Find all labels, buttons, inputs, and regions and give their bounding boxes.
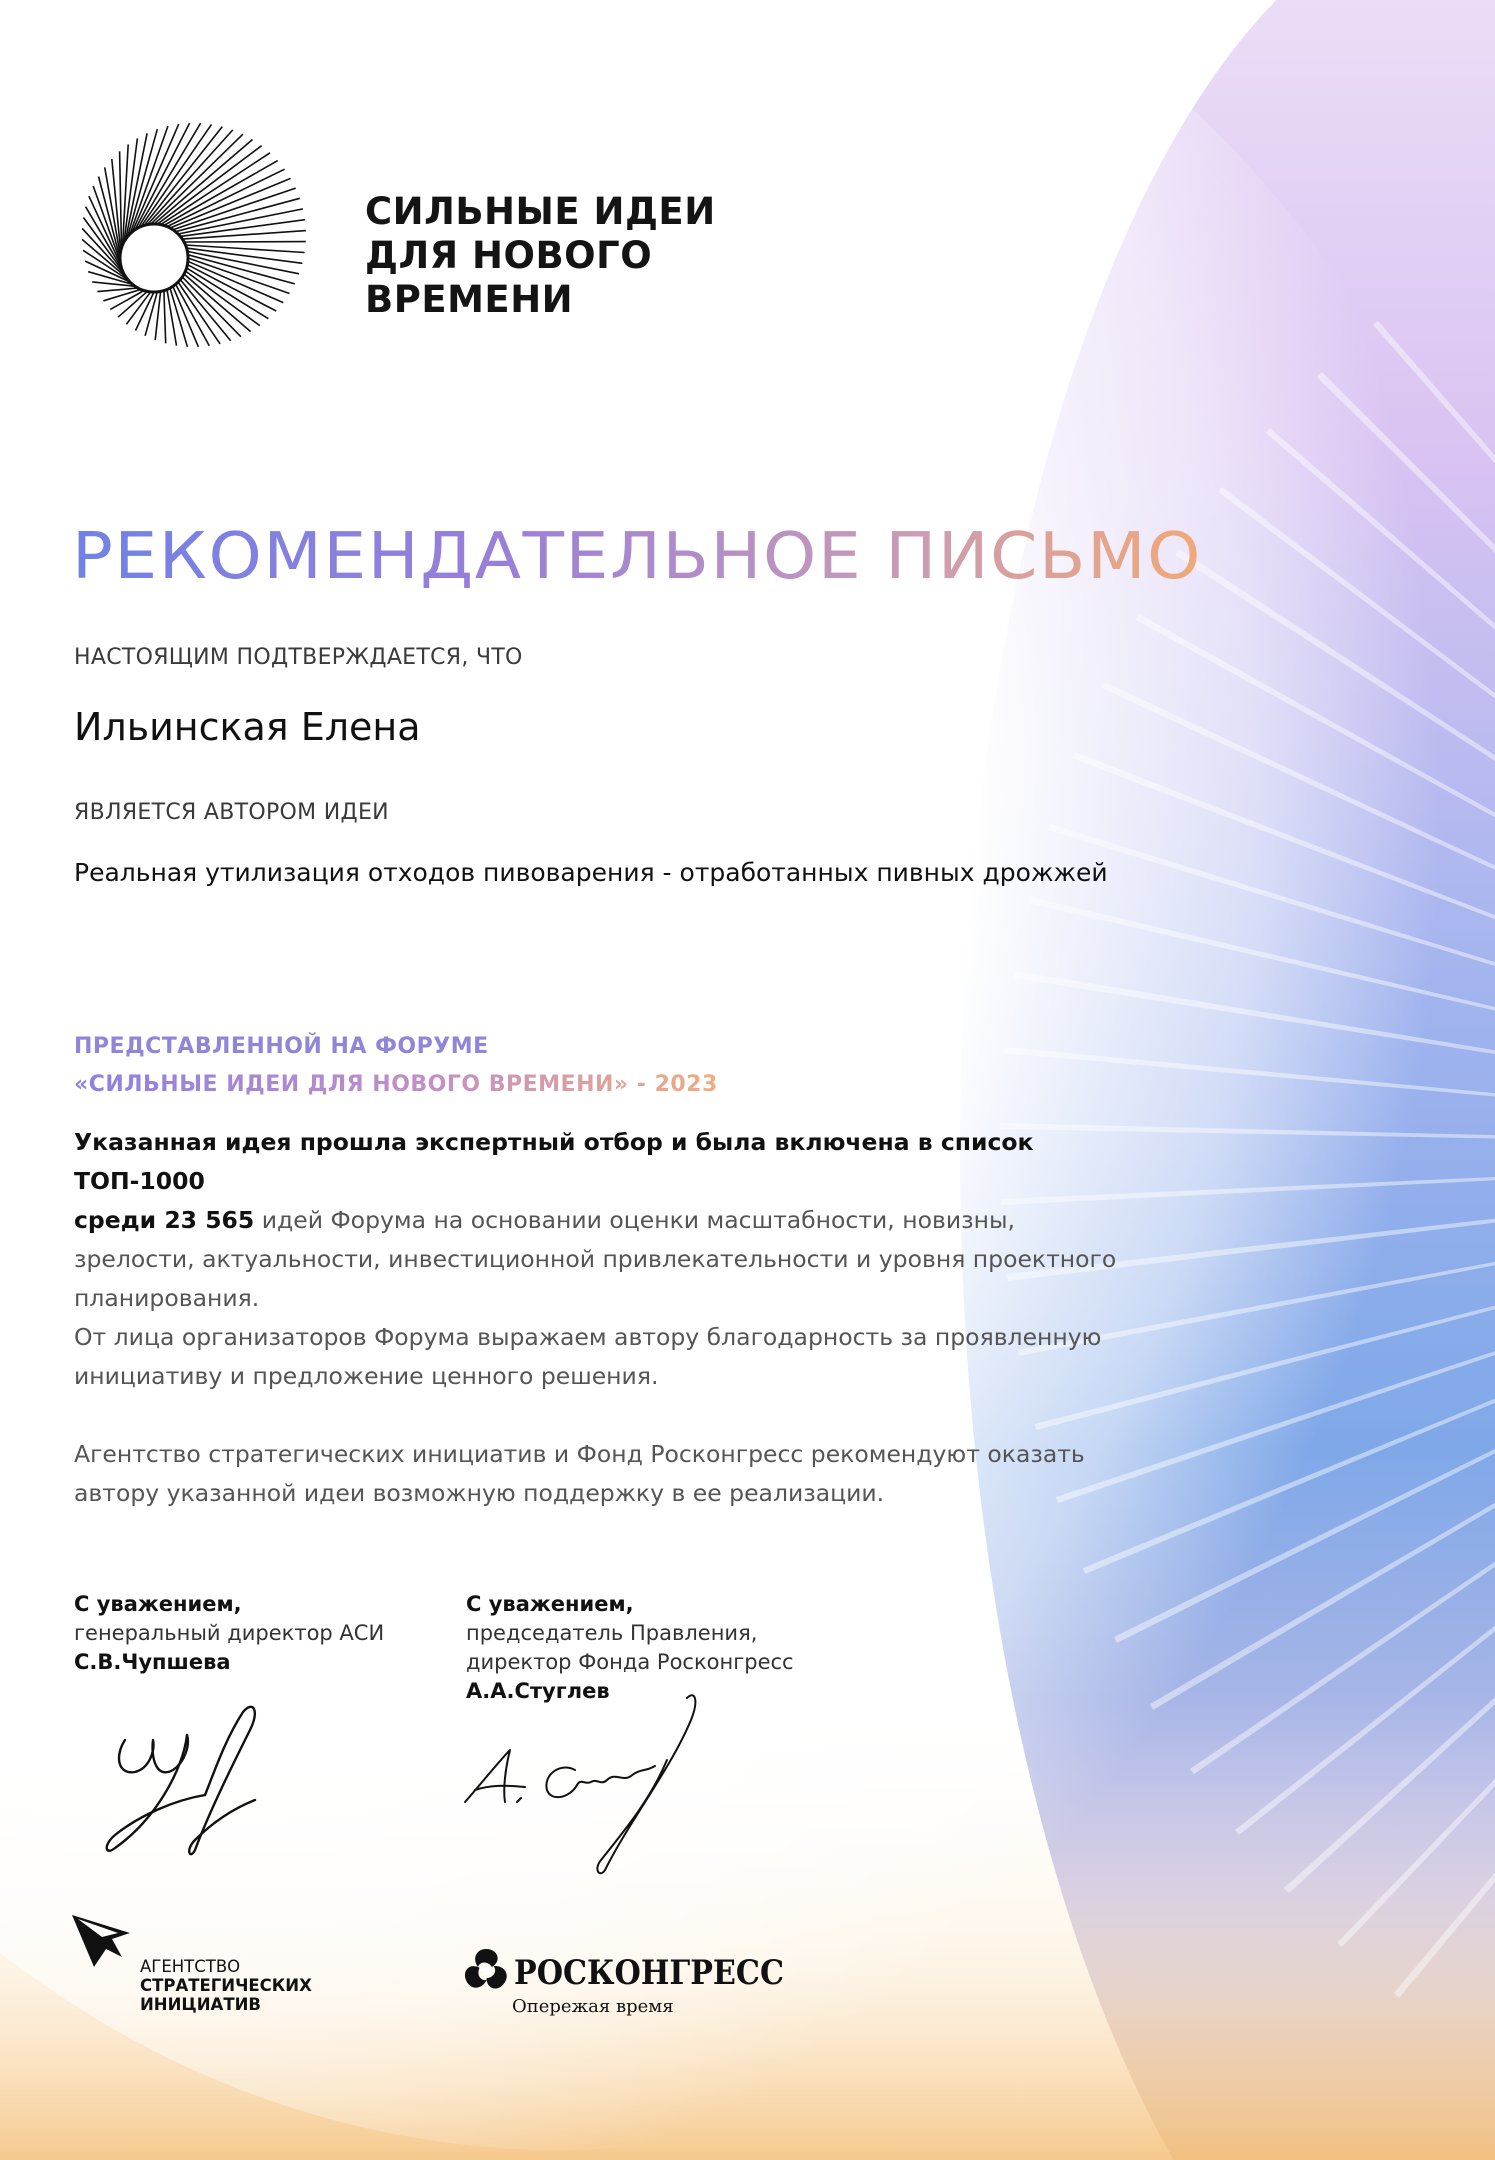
roscongress-logo-icon: [462, 1940, 802, 2020]
selection-bold-text: Указанная идея прошла экспертный отбор и была включена в список ТОП-1000: [74, 1128, 1034, 1195]
selection-text: идей Форума на основании оценки масштабности, новизны, зрелости, актуальности, инвестиционной привлекательности и уровня проектного планирования.: [74, 1206, 1117, 1312]
asi-logo-icon: [72, 1915, 312, 2015]
document-title: [72, 510, 1312, 600]
logo-line: ВРЕМЕНИ: [365, 278, 574, 321]
signatory-roscongress: [466, 1590, 794, 1706]
signatory-greeting: С уважением,: [74, 1592, 242, 1616]
strong-ideas-logo-icon: [72, 115, 312, 355]
gratitude-paragraph: От лица организаторов Форума выражаем автору благодарность за проявленную инициативу и предложение ценного решения.: [74, 1323, 1102, 1390]
asi-logo-line: ИНИЦИАТИВ: [140, 1995, 261, 2014]
signatory-position: генеральный директор АСИ: [74, 1621, 385, 1645]
selection-paragraph: [74, 1123, 1124, 1318]
roscongress-tagline: Опережая время: [512, 1996, 674, 2017]
author-label: ЯВЛЯЕТСЯ АВТОРОМ ИДЕИ: [74, 800, 389, 825]
confirm-label: НАСТОЯЩИМ ПОДТВЕРЖДАЕТСЯ, ЧТО: [74, 645, 523, 670]
signature-stuglev-icon: [455, 1690, 715, 1880]
recommendation-paragraph: Агентство стратегических инициатив и Фонд Росконгресс рекомендуют оказать автору указанной идеи возможную поддержку в ее реализации.: [74, 1440, 1085, 1507]
signature-chupsheva-icon: [95, 1700, 285, 1860]
roscongress-name: РОСКОНГРЕСС: [514, 1953, 784, 1993]
strong-ideas-logo-text: [365, 190, 716, 322]
forum-line: ПРЕДСТАВЛЕННОЙ НА ФОРУМЕ: [74, 1034, 489, 1059]
logo-line: СИЛЬНЫЕ ИДЕИ: [365, 190, 716, 233]
signatory-position: директор Фонда Росконгресс: [466, 1650, 794, 1674]
signatory-name: А.А.Стуглев: [466, 1679, 610, 1703]
idea-title: Реальная утилизация отходов пивоварения - отработанных пивных дрожжей: [74, 858, 1108, 887]
signatory-greeting: С уважением,: [466, 1592, 634, 1616]
signatory-name: С.В.Чупшева: [74, 1650, 231, 1674]
logo-line: ДЛЯ НОВОГО: [365, 234, 653, 277]
document-title-text: РЕКОМЕНДАТЕЛЬНОЕ ПИСЬМО: [72, 520, 1202, 594]
asi-logo-line: АГЕНТСТВО: [140, 1957, 241, 1976]
forum-caption: [74, 1028, 718, 1104]
recipient-name: Ильинская Елена: [74, 705, 421, 749]
signatory-asi: [74, 1590, 384, 1677]
asi-logo-line: СТРАТЕГИЧЕСКИХ: [140, 1976, 312, 1995]
signatory-position: председатель Правления,: [466, 1621, 758, 1645]
selection-bold-count: среди 23 565: [74, 1206, 255, 1234]
forum-line: «СИЛЬНЫЕ ИДЕИ ДЛЯ НОВОГО ВРЕМЕНИ» - 2023: [74, 1066, 718, 1104]
